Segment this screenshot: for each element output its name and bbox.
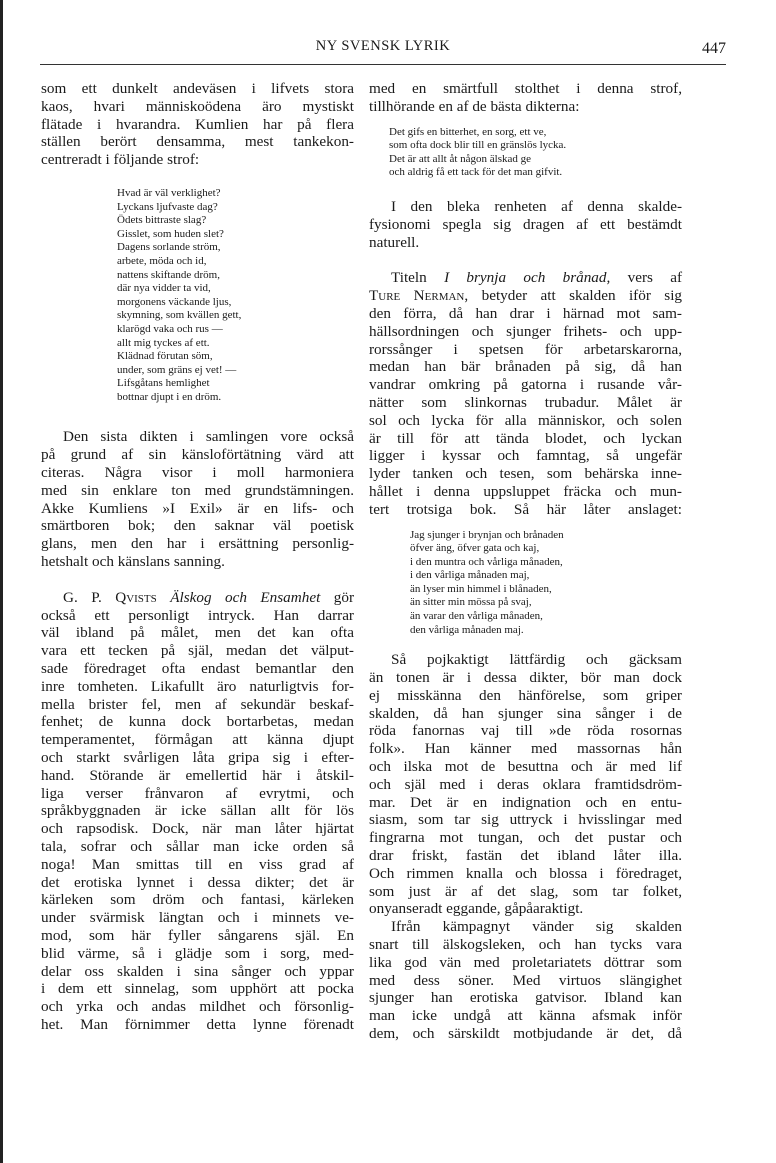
text-line: hand. Störande är emellertid här i åtskil-	[41, 766, 354, 784]
text-line: folk». Han känner med massornas hån	[369, 740, 682, 758]
paragraph	[369, 198, 682, 251]
text-line: delar oss skalden i sina sånger och yppar	[41, 962, 354, 980]
text-line	[369, 269, 682, 287]
verse-line: Lifsgåtans hemlighet	[117, 377, 210, 390]
paragraph	[41, 589, 354, 1034]
text-line: med dess söner. Med virtuos slängighet	[369, 971, 682, 989]
text-line: glans, men den har i ersättning personlig-	[41, 535, 354, 553]
author-name: G. P. Qvists	[63, 588, 157, 606]
text-line: Ifrån kämpagnyt vänder sig skalden	[391, 918, 682, 936]
book-title: Älskog och Ensamhet	[170, 588, 321, 606]
text-line: det erotiska lynnet i dessa dikter; det är	[41, 873, 354, 891]
author-name: Ture Nerman,	[369, 287, 469, 305]
text-line: ej misskänna den hänförelse, som griper	[369, 686, 682, 704]
text-line: medan han bär brånaden på sig, då han	[369, 358, 682, 376]
text-line: mella brister fel, men af sekundär beskaf-	[41, 695, 354, 713]
text-line: under svärmisk längtan och i minnets ve-	[41, 909, 354, 927]
text-line: Och rimmen knalla och blossa i föredraget,	[369, 864, 682, 882]
text-line	[41, 589, 354, 607]
text-line: temperamentet, förmågan att känna djupt	[41, 731, 354, 749]
text-line: hållet i denna uppsluppet fräcka och mun-	[369, 482, 682, 500]
verse-line: nattens skiftande dröm,	[117, 268, 220, 281]
text-line: kaos, hvari människoödena äro mystiskt	[41, 97, 354, 115]
text-line: hetshalt och känslans sanning.	[41, 553, 225, 571]
verse-line: Dagens sorlande ström,	[117, 241, 221, 254]
text-line: sjunger han erotiska gatvisor. Ibland kan	[369, 989, 682, 1007]
spacer	[369, 251, 682, 269]
text-line: liga verser frånvaron af evrytmi, och	[41, 784, 354, 802]
verse-line: som ofta dock blir till en gränslös lycka.	[389, 139, 567, 152]
text-line: fysionomi spegla sig dragen af ett bestämdt	[369, 215, 682, 233]
verse-line: än lyser min himmel i blånaden,	[410, 582, 552, 595]
verse-line: under, som gräns ej vet! —	[117, 363, 237, 376]
text-line: lika god vän med proletariatets döttrar som	[369, 953, 682, 971]
text-line: noga! Man smittas till en viss grad af	[41, 855, 354, 873]
text-line: inre tomheten. Likafullt äro naturligtvis for-	[41, 677, 354, 695]
verse-line: i den muntra och vårliga månaden,	[410, 555, 563, 568]
text-line: som ett dunkelt andeväsen i lifvets stora	[41, 80, 354, 97]
book-title: I brynja och brånad,	[444, 269, 611, 287]
verse-line: arbete, möda och id,	[117, 254, 207, 267]
verse-line: skymning, som kvällen gett,	[117, 309, 242, 322]
text-line: kärleken som dröm och fantasi, kärleken	[41, 891, 354, 909]
text-run: vers af	[627, 269, 683, 287]
text-line: språkbyggnaden är icke sällan allt för lös	[41, 802, 354, 820]
text-line: ställen berört densamma, mest tankekon-	[41, 133, 354, 151]
text-line: tert trotsiga bok. Så här låter anslaget:	[369, 500, 682, 518]
verse-line: Det gifs en bitterhet, en sorg, ett ve,	[389, 125, 547, 138]
text-line: som just är af det slag, som tar folket,	[369, 882, 682, 900]
text-run: gör	[333, 588, 354, 606]
verse-line: morgonens väckande ljus,	[117, 295, 232, 308]
text-line: sol och lycka för alla människor, och solen	[369, 411, 682, 429]
text-line: nätter som slinkornas trubadur. Målet är	[369, 393, 682, 411]
text-line: rorssånger i spetsen för arbetarskarorna,	[369, 340, 682, 358]
text-line: fenhet; de kunna dock bortarbetas, medan	[41, 713, 354, 731]
text-line: än tonen är i dessa dikter, bör man dock	[369, 669, 682, 687]
text-line: med en smärtfull stolthet i denna strof,	[369, 80, 682, 97]
verse-block	[369, 126, 682, 180]
text-line: dem, och särskildt motbjudande är det, då	[369, 1025, 682, 1042]
text-line: mar. Det är en indignation och en entu-	[369, 793, 682, 811]
text-line: vandrar omkring på gatorna i rusande vår-	[369, 376, 682, 394]
text-line: man icke undgå att känna afsmak inför	[369, 1007, 682, 1025]
verse-line: och aldrig få ett tack för det man gifvit.	[389, 166, 563, 179]
text-line: het. Man förnimmer detta lynne förenadt	[41, 1015, 354, 1033]
verse-line: än varar den vårliga månaden,	[410, 610, 543, 623]
text-line: den förra, då han drar i härnad mot sam-	[369, 304, 682, 322]
verse-line: den vårliga månaden maj.	[410, 623, 524, 636]
spacer	[41, 571, 354, 589]
verse-line: Lyckans ljufvaste dag?	[117, 200, 218, 213]
text-line: flätade i hvarandra. Kumlien har på flera	[41, 115, 354, 133]
spacer	[41, 404, 354, 428]
verse-line: där nya vidder ta vid,	[117, 282, 211, 295]
text-line: är till för att tända blodet, och lyckan	[369, 429, 682, 447]
verse-line: i den vårliga månaden maj,	[410, 569, 530, 582]
text-line: mod, som här fyller sångarens själ. En	[41, 927, 354, 944]
page-header	[40, 36, 726, 60]
text-line: naturell.	[369, 233, 420, 251]
verse-line: Det är att allt åt någon älskad ge	[389, 152, 532, 165]
text-line: tala, sofrar och sållar man icke orden så	[41, 838, 354, 856]
spacer	[41, 169, 354, 187]
text-line	[369, 287, 682, 305]
verse-block	[369, 529, 682, 638]
spacer	[369, 519, 682, 529]
text-line: citeras. Några visor i moll harmoniera	[41, 464, 354, 482]
verse-line: Hvad är väl verklighet?	[117, 186, 221, 199]
verse-line: Jag sjunger i brynjan och brånaden	[410, 528, 564, 541]
text-line: och yrka och andas mildhet och försonlig-	[41, 998, 354, 1016]
text-line: skalden, då han sjunger sina sånger i de	[369, 704, 682, 722]
text-line: Så pojkaktigt lättfärdig och gäcksam	[391, 651, 682, 669]
text-line: Akke Kumliens »I Exil» är en lifs- och	[41, 499, 354, 517]
text-line: smärtboren bok; den saknar väl poetisk	[41, 517, 354, 535]
header-rule	[40, 64, 726, 65]
text-line: snart till älskogsleken, och han tycks vara	[369, 936, 682, 954]
text-line: röda fanornas vaj till »de röda rosornas	[369, 722, 682, 740]
text-line: och rapsodisk. Dock, när man låter hjärtat	[41, 820, 354, 838]
text-line: med sin enklare ton med grundstämningen.	[41, 481, 354, 499]
text-line: drar friskt, fastän det ibland låter illa.	[369, 847, 682, 865]
text-line: blid värme, så i glädje som i sorg, med-	[41, 944, 354, 962]
verse-line: än sitter min mössa på svaj,	[410, 596, 532, 609]
paragraph	[41, 428, 354, 570]
spacer	[369, 637, 682, 651]
text-line: I den bleka renheten af denna skalde-	[391, 197, 682, 215]
right-column	[369, 80, 682, 1043]
paragraph	[369, 269, 682, 518]
text-line: väl ibland på målet, men det kan ofta	[41, 624, 354, 642]
text-line: och ilska mot de besuttna och är med lif	[369, 758, 682, 776]
text-line: tillhörande en af de bästa dikterna:	[369, 97, 580, 115]
verse-line: allt mig tyckes af ett.	[117, 336, 210, 349]
page-number: 447	[702, 40, 726, 57]
text-line: på grund af sin känsloförtätning värd att	[41, 446, 354, 464]
verse-line: Ödets bittraste slag?	[117, 214, 207, 227]
verse-line: öfver äng, öfver gata och kaj,	[410, 542, 540, 555]
page-edge	[0, 0, 3, 1163]
text-line: och själ med i deras oklara framtidsdröm-	[369, 775, 682, 793]
text-line: lyder tanken och tesen, som behärska inne-	[369, 465, 682, 483]
text-line: onyanseradt eggande, gåpåaraktigt.	[369, 900, 584, 918]
paragraph	[41, 80, 354, 169]
verse-line: Klädnad förutan söm,	[117, 350, 213, 363]
text-line: också ett personligt intryck. Han darrar	[41, 606, 354, 624]
text-line: siasm, som tar sig uttryck i hvisslingar med	[369, 811, 682, 829]
text-line: Den sista dikten i samlingen vore också	[63, 428, 354, 446]
text-run: Titeln	[391, 269, 427, 287]
spacer	[369, 180, 682, 198]
text-line: ligger i kyssar och famntag, så ungefär	[369, 447, 682, 465]
text-line: centreradt i följande strof:	[41, 151, 200, 169]
verse-line: Gisslet, som huden slet?	[117, 227, 224, 240]
text-line: i dem ett sinnelag, som upphört att pocka	[41, 980, 354, 998]
paragraph	[369, 651, 682, 918]
verse-line: klarögd vaka och rus —	[117, 322, 223, 335]
running-title: NY SVENSK LYRIK	[315, 38, 451, 54]
left-column	[41, 80, 354, 1034]
text-run: betyder att skalden iför sig	[481, 287, 683, 305]
paragraph	[369, 80, 682, 116]
spacer	[369, 116, 682, 126]
text-line: vara ett tecken på själ, medan det välput-	[41, 642, 354, 660]
text-line: sade föredraget ofta endast bemantlar den	[41, 660, 354, 678]
verse-block	[41, 187, 354, 405]
verse-line: bottnar djupt i en dröm.	[117, 390, 222, 403]
text-line: och starkt svårligen låta gripa sig i efter-	[41, 749, 354, 767]
text-line: hällsordningen och sjunger frihets- och upp-	[369, 322, 682, 340]
text-line: fingrarna mot tungan, och det pustar och	[369, 829, 682, 847]
paragraph	[369, 918, 682, 1043]
